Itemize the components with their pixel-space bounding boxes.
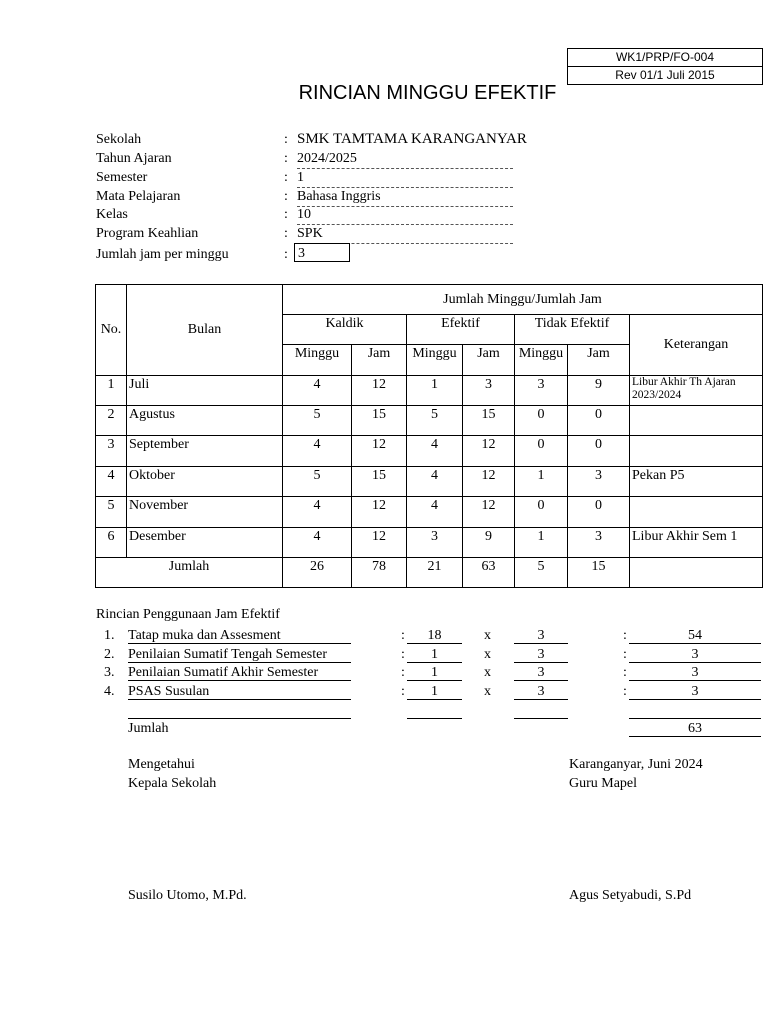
rincian-item-result: 54 bbox=[688, 628, 702, 643]
total-tidak-efektif-minggu: 5 bbox=[515, 558, 568, 588]
total-efektif-minggu: 21 bbox=[407, 558, 463, 588]
cell-tidak-efektif-jam: 0 bbox=[568, 436, 630, 467]
info-label: Kelas bbox=[96, 207, 128, 222]
header-kaldik: Kaldik bbox=[283, 315, 407, 345]
underline bbox=[514, 643, 568, 644]
signature-right-line1: Karanganyar, Juni 2024 bbox=[569, 757, 703, 772]
cell-efektif-minggu: 4 bbox=[407, 436, 463, 467]
cell-kaldik-jam: 12 bbox=[352, 497, 407, 528]
cell-efektif-jam: 12 bbox=[463, 436, 515, 467]
cell-tidak-efektif-jam: 3 bbox=[568, 528, 630, 558]
signature-left-name: Susilo Utomo, M.Pd. bbox=[128, 888, 247, 903]
rincian-item-result: 3 bbox=[691, 647, 699, 662]
total-kaldik-minggu: 26 bbox=[283, 558, 352, 588]
cell-efektif-jam: 15 bbox=[463, 406, 515, 436]
cell-tidak-efektif-minggu: 0 bbox=[515, 436, 568, 467]
rincian-item-number: 2. bbox=[104, 647, 115, 662]
cell-kaldik-jam: 12 bbox=[352, 376, 407, 406]
rincian-times: x bbox=[484, 647, 491, 662]
cell-efektif-jam: 3 bbox=[463, 376, 515, 406]
cell-no: 6 bbox=[96, 528, 127, 558]
rincian-item-result: 3 bbox=[691, 665, 699, 680]
cell-tidak-efektif-jam: 3 bbox=[568, 467, 630, 497]
header-jam: Jam bbox=[352, 345, 407, 376]
cell-efektif-minggu: 1 bbox=[407, 376, 463, 406]
signature-right-line2: Guru Mapel bbox=[569, 776, 638, 791]
header-efektif: Efektif bbox=[407, 315, 515, 345]
cell-tidak-efektif-jam: 9 bbox=[568, 376, 630, 406]
cell-keterangan: Pekan P5 bbox=[630, 467, 763, 497]
rincian-jumlah-label: Jumlah bbox=[128, 721, 169, 736]
rincian-times: x bbox=[484, 684, 491, 699]
info-label: Mata Pelajaran bbox=[96, 189, 181, 204]
cell-keterangan: Libur Akhir Th Ajaran 2023/2024 bbox=[630, 376, 763, 406]
rincian-colon: : bbox=[401, 684, 405, 699]
minggu-efektif-table bbox=[95, 284, 763, 588]
table-row bbox=[96, 376, 763, 406]
cell-kaldik-minggu: 4 bbox=[283, 376, 352, 406]
underline bbox=[629, 662, 761, 663]
header-minggu: Minggu bbox=[515, 345, 568, 376]
total-kaldik-jam: 78 bbox=[352, 558, 407, 588]
cell-bulan: November bbox=[127, 497, 283, 528]
rincian-item-b: 3 bbox=[537, 665, 545, 680]
info-colon: : bbox=[284, 189, 288, 204]
info-value: 1 bbox=[297, 168, 513, 188]
rincian-item-a: 1 bbox=[431, 647, 438, 662]
rincian-times: x bbox=[484, 665, 491, 680]
underline bbox=[407, 662, 462, 663]
rincian-item-b: 3 bbox=[537, 628, 545, 643]
cell-bulan: September bbox=[127, 436, 283, 467]
document-code-box bbox=[567, 48, 763, 85]
cell-kaldik-minggu: 4 bbox=[283, 528, 352, 558]
cell-tidak-efektif-minggu: 0 bbox=[515, 406, 568, 436]
cell-efektif-jam: 12 bbox=[463, 497, 515, 528]
cell-tidak-efektif-minggu: 1 bbox=[515, 467, 568, 497]
total-label: Jumlah bbox=[96, 558, 283, 588]
cell-efektif-jam: 12 bbox=[463, 467, 515, 497]
signature-left-line2: Kepala Sekolah bbox=[128, 776, 217, 791]
page-title: RINCIAN MINGGU EFEKTIF bbox=[298, 82, 557, 104]
cell-bulan: Oktober bbox=[127, 467, 283, 497]
underline bbox=[407, 680, 462, 681]
rincian-colon: : bbox=[623, 684, 627, 699]
cell-tidak-efektif-minggu: 1 bbox=[515, 528, 568, 558]
cell-kaldik-jam: 15 bbox=[352, 406, 407, 436]
total-efektif-jam: 63 bbox=[463, 558, 515, 588]
info-value: SPK bbox=[297, 224, 513, 244]
table-row bbox=[96, 467, 763, 497]
table-total-row bbox=[96, 558, 763, 588]
cell-bulan: Juli bbox=[127, 376, 283, 406]
info-value: 10 bbox=[297, 205, 513, 225]
cell-no: 1 bbox=[96, 376, 127, 406]
cell-efektif-minggu: 4 bbox=[407, 467, 463, 497]
info-value: 2024/2025 bbox=[297, 149, 513, 169]
underline bbox=[128, 680, 351, 681]
rincian-jumlah-value: 63 bbox=[688, 721, 702, 736]
info-value: Bahasa Inggris bbox=[297, 187, 513, 207]
rincian-item-result: 3 bbox=[691, 684, 699, 699]
cell-bulan: Desember bbox=[127, 528, 283, 558]
cell-efektif-minggu: 5 bbox=[407, 406, 463, 436]
header-bulan: Bulan bbox=[127, 285, 283, 376]
cell-kaldik-minggu: 4 bbox=[283, 436, 352, 467]
info-colon: : bbox=[284, 151, 288, 166]
info-label: Semester bbox=[96, 170, 148, 185]
header-keterangan: Keterangan bbox=[630, 315, 763, 376]
cell-efektif-minggu: 4 bbox=[407, 497, 463, 528]
underline bbox=[629, 718, 761, 719]
cell-efektif-jam: 9 bbox=[463, 528, 515, 558]
signature-left-line1: Mengetahui bbox=[128, 757, 195, 772]
rincian-colon: : bbox=[623, 628, 627, 643]
rincian-item-label: PSAS Susulan bbox=[128, 684, 210, 699]
info-colon: : bbox=[284, 207, 288, 222]
underline bbox=[514, 680, 568, 681]
cell-kaldik-minggu: 4 bbox=[283, 497, 352, 528]
cell-keterangan bbox=[630, 406, 763, 436]
cell-no: 4 bbox=[96, 467, 127, 497]
header-jam: Jam bbox=[568, 345, 630, 376]
cell-no: 3 bbox=[96, 436, 127, 467]
rincian-item-a: 1 bbox=[431, 684, 438, 699]
rincian-item-label: Penilaian Sumatif Tengah Semester bbox=[128, 647, 327, 662]
rincian-colon: : bbox=[401, 665, 405, 680]
cell-keterangan bbox=[630, 436, 763, 467]
rincian-item-label: Tatap muka dan Assesment bbox=[128, 628, 281, 643]
cell-tidak-efektif-jam: 0 bbox=[568, 406, 630, 436]
header-tidak-efektif: Tidak Efektif bbox=[515, 315, 630, 345]
rincian-item-number: 1. bbox=[104, 628, 115, 643]
underline bbox=[629, 699, 761, 700]
rincian-item-label: Penilaian Sumatif Akhir Semester bbox=[128, 665, 319, 680]
cell-kaldik-jam: 12 bbox=[352, 436, 407, 467]
rincian-colon: : bbox=[623, 665, 627, 680]
rincian-item-number: 3. bbox=[104, 665, 115, 680]
cell-efektif-minggu: 3 bbox=[407, 528, 463, 558]
rincian-colon: : bbox=[401, 628, 405, 643]
cell-kaldik-minggu: 5 bbox=[283, 406, 352, 436]
cell-no: 5 bbox=[96, 497, 127, 528]
header-jam: Jam bbox=[463, 345, 515, 376]
rincian-colon: : bbox=[401, 647, 405, 662]
info-colon: : bbox=[284, 132, 288, 147]
underline bbox=[128, 699, 351, 700]
underline bbox=[407, 643, 462, 644]
cell-keterangan bbox=[630, 497, 763, 528]
underline bbox=[514, 718, 568, 719]
signature-right-name: Agus Setyabudi, S.Pd bbox=[569, 888, 692, 903]
header-minggu: Minggu bbox=[283, 345, 352, 376]
rincian-title: Rincian Penggunaan Jam Efektif bbox=[96, 607, 280, 622]
table-row bbox=[96, 497, 763, 528]
rincian-item-a: 18 bbox=[427, 628, 442, 643]
underline bbox=[128, 718, 351, 719]
document-code: WK1/PRP/FO-004 bbox=[615, 50, 715, 64]
underline bbox=[514, 662, 568, 663]
info-label: Sekolah bbox=[96, 132, 142, 147]
underline bbox=[128, 662, 351, 663]
underline bbox=[514, 699, 568, 700]
info-value: SMK TAMTAMA KARANGANYAR bbox=[297, 131, 527, 147]
info-label: Jumlah jam per minggu bbox=[96, 247, 229, 262]
cell-tidak-efektif-minggu: 0 bbox=[515, 497, 568, 528]
cell-kaldik-jam: 12 bbox=[352, 528, 407, 558]
underline bbox=[407, 718, 462, 719]
underline bbox=[629, 680, 761, 681]
rincian-item-b: 3 bbox=[537, 684, 545, 699]
total-tidak-efektif-jam: 15 bbox=[568, 558, 630, 588]
table-row bbox=[96, 436, 763, 467]
cell-tidak-efektif-minggu: 3 bbox=[515, 376, 568, 406]
header-minggu: Minggu bbox=[407, 345, 463, 376]
cell-kaldik-jam: 15 bbox=[352, 467, 407, 497]
info-colon: : bbox=[284, 170, 288, 185]
cell-tidak-efektif-jam: 0 bbox=[568, 497, 630, 528]
jam-per-minggu-box: 3 bbox=[294, 243, 350, 262]
info-colon: : bbox=[284, 247, 288, 262]
total-keterangan bbox=[630, 558, 763, 588]
info-label: Tahun Ajaran bbox=[96, 151, 172, 166]
underline bbox=[128, 643, 351, 644]
header-no: No. bbox=[96, 285, 127, 376]
rincian-item-number: 4. bbox=[104, 684, 115, 699]
info-label: Program Keahlian bbox=[96, 226, 199, 241]
cell-bulan: Agustus bbox=[127, 406, 283, 436]
table-row bbox=[96, 406, 763, 436]
revision-code: Rev 01/1 Juli 2015 bbox=[568, 66, 762, 84]
cell-keterangan: Libur Akhir Sem 1 bbox=[630, 528, 763, 558]
info-colon: : bbox=[284, 226, 288, 241]
rincian-item-b: 3 bbox=[537, 647, 545, 662]
rincian-item-a: 1 bbox=[431, 665, 438, 680]
underline bbox=[629, 643, 761, 644]
cell-kaldik-minggu: 5 bbox=[283, 467, 352, 497]
rincian-times: x bbox=[484, 628, 491, 643]
table-row bbox=[96, 528, 763, 558]
underline bbox=[629, 736, 761, 737]
underline bbox=[407, 699, 462, 700]
cell-no: 2 bbox=[96, 406, 127, 436]
rincian-colon: : bbox=[623, 647, 627, 662]
header-group: Jumlah Minggu/Jumlah Jam bbox=[283, 285, 763, 315]
